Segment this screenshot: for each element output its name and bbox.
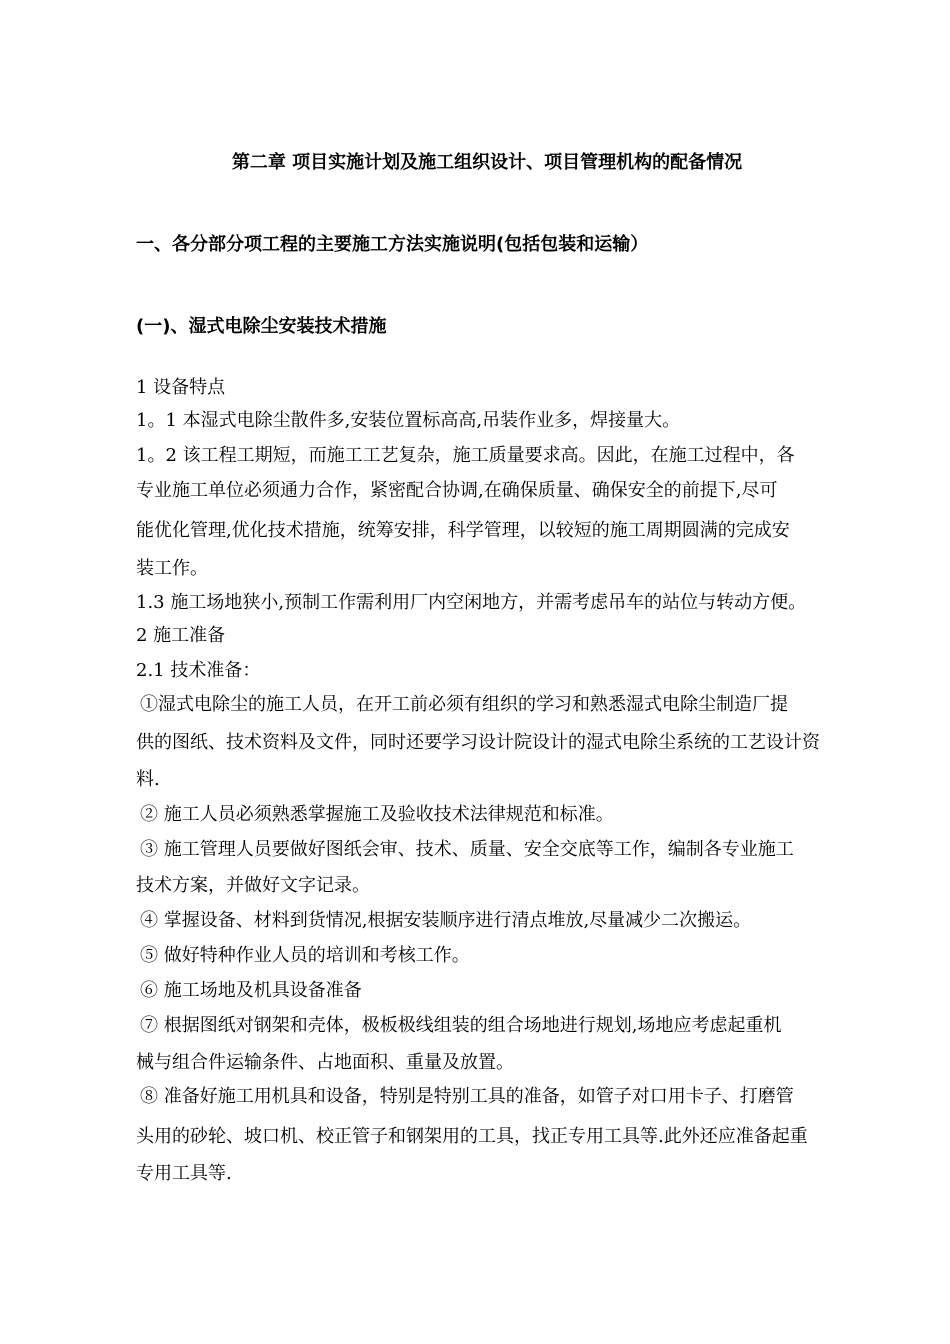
paragraph-line: 1.3 施工场地狭小,预制工作需利用厂内空闲地方，并需考虑吊车的站位与转动方便。 [136,592,807,613]
paragraph-line: 械与组合件运输条件、占地面积、重量及放置。 [136,1052,514,1073]
paragraph-line: 供的图纸、技术资料及文件，同时还要学习设计院设计的湿式电除尘系统的工艺设计资 [136,732,820,753]
paragraph-line: 1 设备特点 [136,377,226,398]
paragraph-line: 头用的砂轮、坡口机、校正管子和钢架用的工具，找正专用工具等.此外还应准备起重 [136,1126,808,1147]
paragraph-line: 2 施工准备 [136,625,226,646]
paragraph-line: ①湿式电除尘的施工人员，在开工前必须有组织的学习和熟悉湿式电除尘制造厂提 [140,694,788,715]
paragraph-line: ⑥ 施工场地及机具设备准备 [140,980,362,1001]
subsection-title: (一)、湿式电除尘安装技术措施 [136,316,387,337]
paragraph-line: 能优化管理,优化技术措施，统筹安排，科学管理，以较短的施工周期圆满的完成安 [136,520,790,541]
paragraph-line: 技术方案，并做好文字记录。 [136,875,370,896]
paragraph-line: ② 施工人员必须熟悉掌握施工及验收技术法律规范和标准。 [140,804,614,825]
paragraph-line: ⑧ 准备好施工用机具和设备，特别是特别工具的准备，如管子对口用卡子、打磨管 [140,1086,794,1107]
paragraph-line: ⑦ 根据图纸对钢架和壳体，极板极线组装的组合场地进行规划,场地应考虑起重机 [140,1015,782,1036]
paragraph-line: 2.1 技术准备： [136,660,261,681]
paragraph-line: 专业施工单位必须通力合作，紧密配合协调,在确保质量、确保安全的前提下,尽可 [136,480,778,501]
paragraph-line: 装工作。 [136,558,208,579]
paragraph-line: 料. [136,769,160,790]
chapter-title: 第二章 项目实施计划及施工组织设计、项目管理机构的配备情况 [231,152,743,173]
paragraph-line: 专用工具等. [136,1163,232,1184]
paragraph-line: 1。2 该工程工期短，而施工工艺复杂，施工质量要求高。因此，在施工过程中，各 [136,445,795,466]
section-title: 一、各分部分项工程的主要施工方法实施说明(包括包装和运输） [136,234,649,255]
paragraph-line: ④ 掌握设备、材料到货情况,根据安装顺序进行清点堆放,尽量减少二次搬运。 [140,910,752,931]
paragraph-line: ③ 施工管理人员要做好图纸会审、技术、质量、安全交底等工作，编制各专业施工 [140,839,794,860]
paragraph-line: 1。1 本湿式电除尘散件多,安装位置标高高,吊装作业多，焊接量大。 [136,410,681,431]
paragraph-line: ⑤ 做好特种作业人员的培训和考核工作。 [140,945,470,966]
